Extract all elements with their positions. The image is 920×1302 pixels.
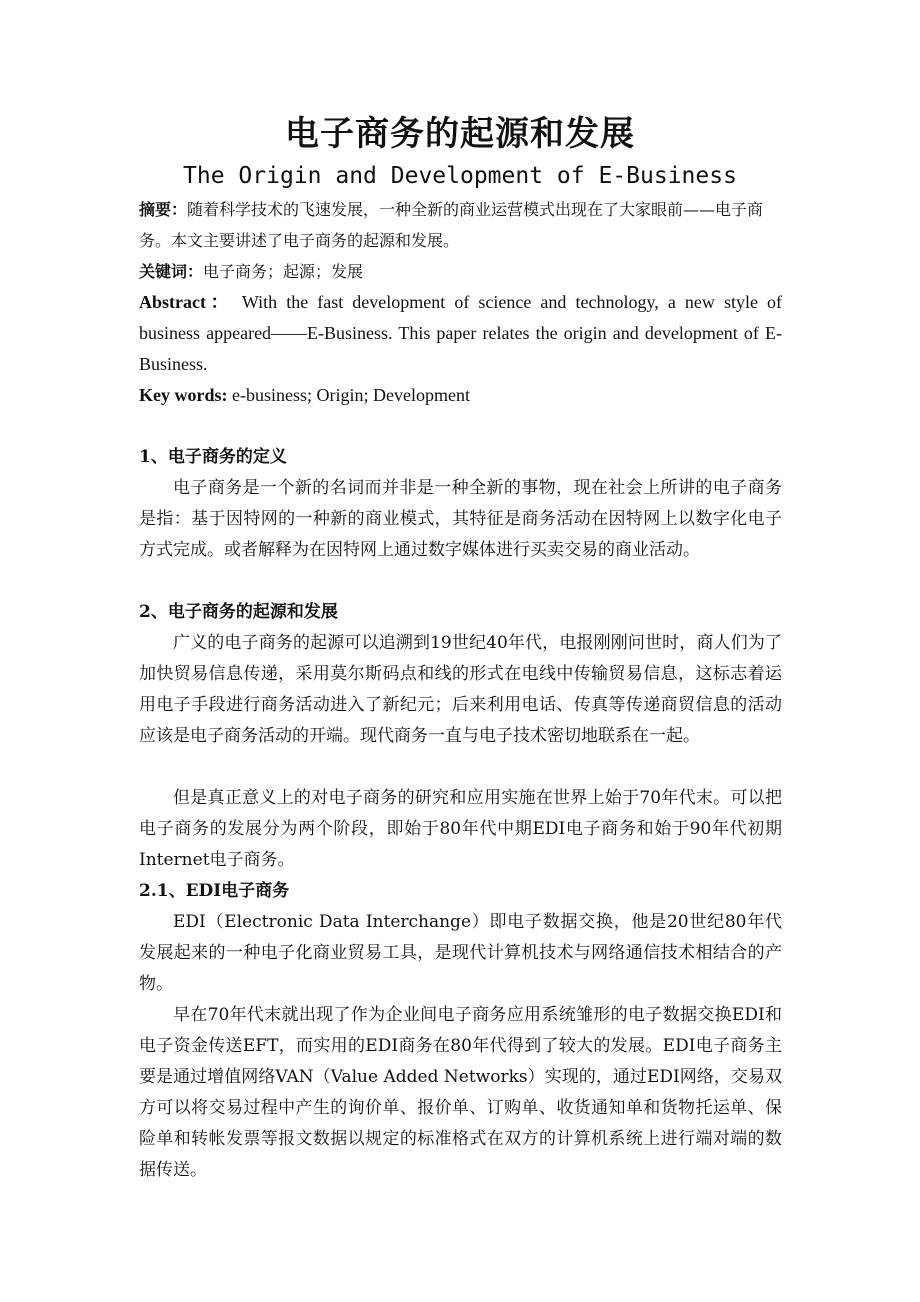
keywords-cn-label: 关键词：: [139, 262, 204, 281]
section-1-paragraph: 电子商务是一个新的名词而并非是一种全新的事物，现在社会上所讲的电子商务是指：基于因特网的一种新的商业模式，其特征是商务活动在因特网上以数字化电子方式完成。或者解释为在因特网上通过数字媒体进行买卖交易的商业活动。: [139, 478, 782, 560]
section-2-1-paragraph-1: EDI（Electronic Data Interchange）即电子数据交换，他是20世纪80年代发展起来的一种电子化商业贸易工具，是现代计算机技术与网络通信技术相结合的产物。: [139, 912, 782, 994]
keywords-cn-text: 电子商务；起源；发展: [203, 262, 364, 281]
abstract-cn-label: 摘要：: [139, 200, 188, 219]
section-2-heading: 2、电子商务的起源和发展: [139, 602, 338, 622]
section-2-1-paragraph-2: 早在70年代末就出现了作为企业间电子商务应用系统雏形的电子数据交换EDI和电子资金传送EFT，而实用的EDI商务在80年代得到了较大的发展。EDI电子商务主要是通过增值网络VAN（Value Added Networks）实现的，通过EDI网络，交易双方可以将交易过程中产生的询价单、报价单、订购单、收货通知单和货物托运单、保险单和转帐发票等报文数据以规定的标准格式在双方的计算机系统上进行端对端的数据传送。: [139, 1005, 782, 1180]
keywords-en-label: Key words:: [139, 385, 228, 405]
document-subtitle: The Origin and Development of E-Business: [183, 163, 737, 189]
abstract-cn-text: 随着科学技术的飞速发展，一种全新的商业运营模式出现在了大家眼前——电子商务。本文主要讲述了电子商务的起源和发展。: [139, 200, 764, 250]
keywords-en-text: e-business; Origin; Development: [232, 385, 470, 405]
abstract-en-label: Abstract：: [139, 292, 234, 312]
abstract-cn: [139, 194, 782, 256]
document-title: 电子商务的起源和发展: [285, 114, 635, 154]
keywords-en: [139, 380, 782, 411]
section-2-paragraph-2: 但是真正意义上的对电子商务的研究和应用实施在世界上始于70年代末。可以把电子商务的发展分为两个阶段，即始于80年代中期EDI电子商务和始于90年代初期Internet电子商务。: [139, 788, 782, 870]
section-2-1-heading: 2.1、EDI电子商务: [139, 881, 290, 901]
abstract-en-text: With the fast development of science and technology, a new style of business appeared——E-Business. This paper relates the origin and development of E-Business.: [139, 292, 782, 374]
abstract-en: [139, 287, 782, 380]
keywords-cn: [139, 256, 782, 287]
section-1-heading: 1、电子商务的定义: [139, 447, 287, 467]
section-2-paragraph-1: 广义的电子商务的起源可以追溯到19世纪40年代，电报刚刚问世时，商人们为了加快贸易信息传递，采用莫尔斯码点和线的形式在电线中传输贸易信息，这标志着运用电子手段进行商务活动进入了新纪元；后来利用电话、传真等传递商贸信息的活动应该是电子商务活动的开端。现代商务一直与电子技术密切地联系在一起。: [139, 633, 782, 746]
